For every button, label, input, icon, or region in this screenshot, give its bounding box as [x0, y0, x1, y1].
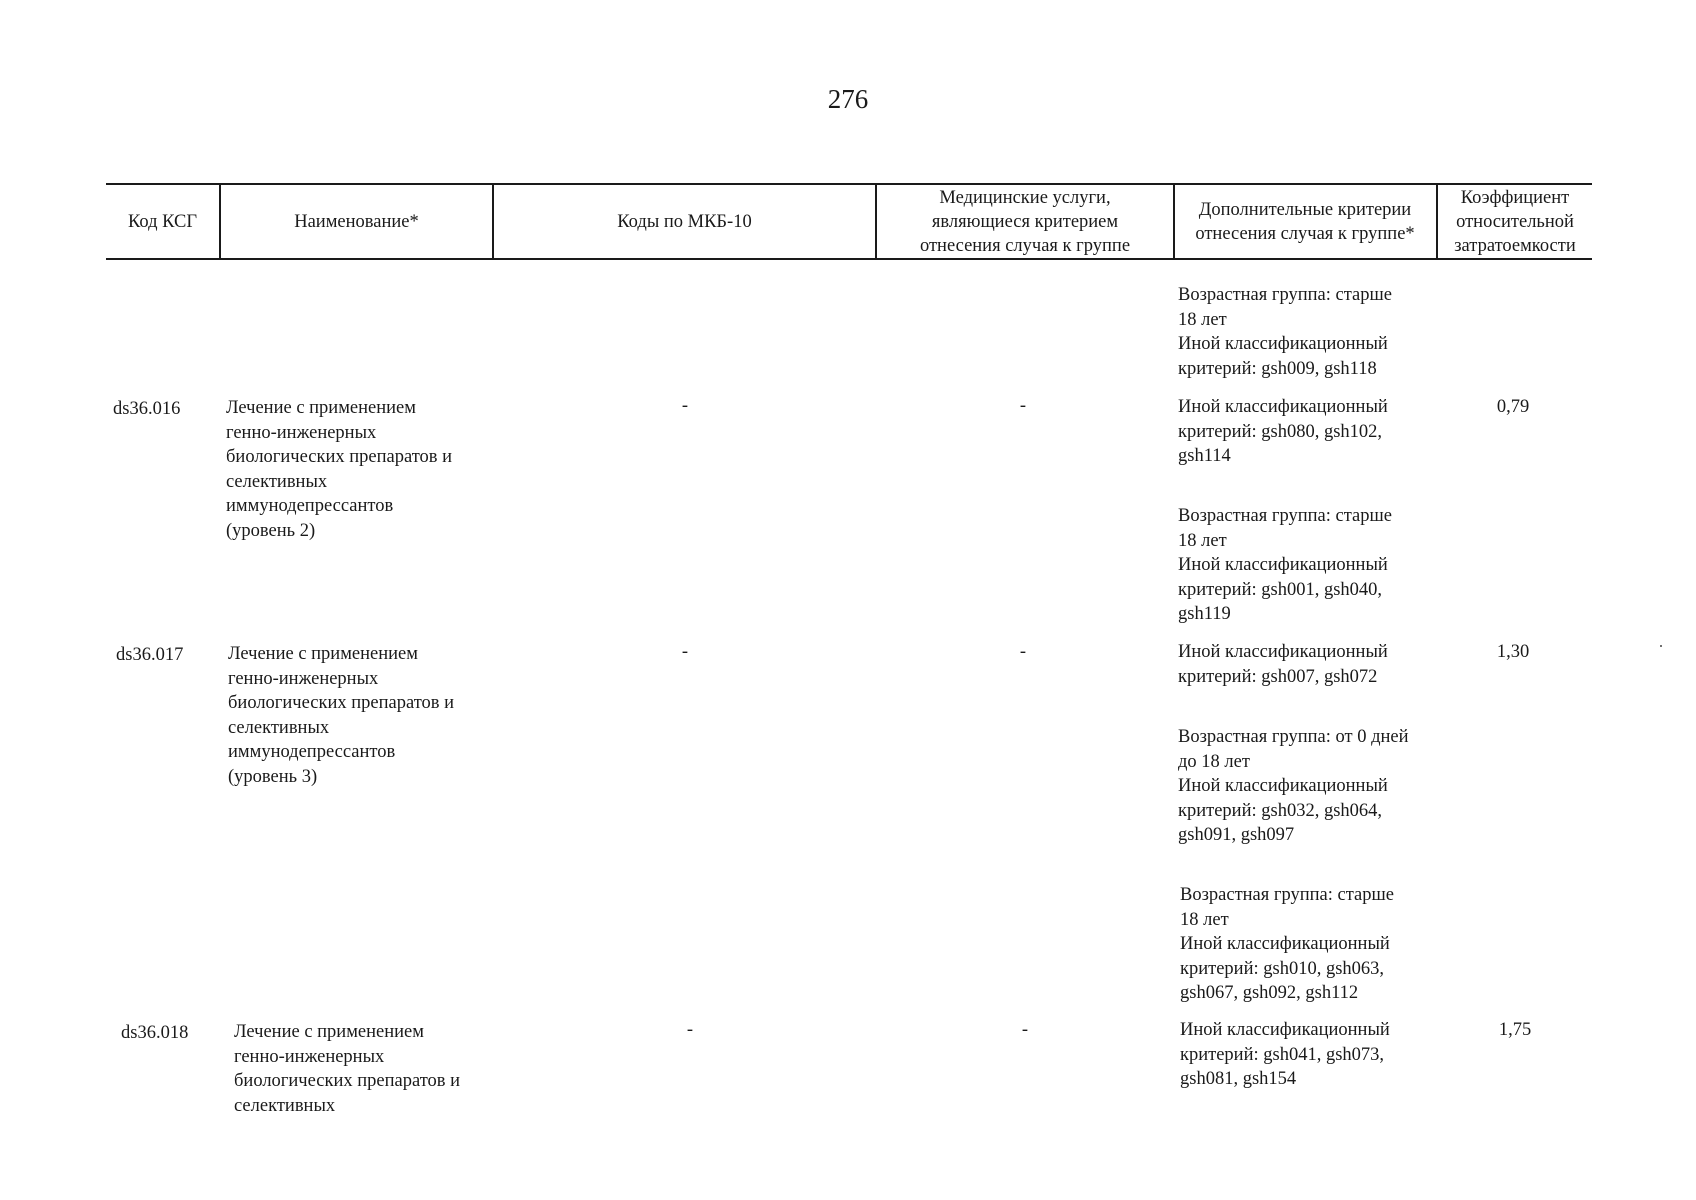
medical-services-value: - [1021, 1020, 1029, 1040]
coefficient-value: 1,75 [1498, 1020, 1532, 1040]
criteria-block: Иной классификационный критерий: gsh007, gsh072 [1178, 642, 1388, 687]
criteria-block: Возрастная группа: старше 18 лет Иной классификационный критерий: gsh009, gsh118 [1178, 285, 1392, 379]
coefficient-value: 0,79 [1496, 397, 1530, 417]
header-additional-criteria: Дополнительные критерии отнесения случая к группе* [1195, 199, 1415, 244]
icd10-codes-value: - [686, 1020, 694, 1040]
header-divider [1173, 184, 1175, 259]
medical-services-value: - [1019, 642, 1027, 662]
criteria-block: Возрастная группа: старше 18 лет Иной классификационный критерий: gsh001, gsh040, gsh119 [1178, 506, 1392, 624]
ksg-code: ds36.018 [121, 1023, 189, 1043]
medical-services-value: - [1019, 396, 1027, 416]
criteria-block: Возрастная группа: старше 18 лет Иной классификационный критерий: gsh010, gsh063, gsh067, gsh092, gsh112 [1180, 885, 1394, 1003]
header-name: Наименование* [294, 211, 419, 232]
page-number: 276 [827, 84, 869, 114]
header-medical-services: Медицинские услуги, являющиеся критерием отнесения случая к группе [919, 187, 1131, 256]
header-coefficient: Коэффициент относительной затратоемкости [1454, 187, 1576, 256]
ksg-name: Лечение с применением генно-инженерных биологических препаратов и селективных [234, 1022, 461, 1116]
icd10-codes-value: - [681, 396, 689, 416]
criteria-block: Иной классификационный критерий: gsh041, gsh073, gsh081, gsh154 [1180, 1020, 1390, 1089]
coefficient-value: 1,30 [1496, 642, 1530, 662]
header-icd10-codes: Коды по МКБ-10 [617, 211, 752, 232]
icd10-codes-value: - [681, 642, 689, 662]
header-divider [875, 184, 877, 259]
ksg-name: Лечение с применением генно-инженерных биологических препаратов и селективных иммунодепрессантов (уровень 3) [228, 644, 455, 787]
ksg-code: ds36.016 [113, 399, 181, 419]
criteria-block: Иной классификационный критерий: gsh080, gsh102, gsh114 [1178, 397, 1388, 466]
ksg-code: ds36.017 [116, 645, 184, 665]
criteria-block: Возрастная группа: от 0 дней до 18 лет Иной классификационный критерий: gsh032, gsh064, gsh091, gsh097 [1178, 727, 1409, 845]
table-header-bottom-border [106, 258, 1592, 260]
ksg-name: Лечение с применением генно-инженерных биологических препаратов и селективных иммунодепрессантов (уровень 2) [226, 398, 453, 541]
scan-speck [1660, 645, 1662, 647]
header-code: Код КСГ [127, 211, 198, 232]
